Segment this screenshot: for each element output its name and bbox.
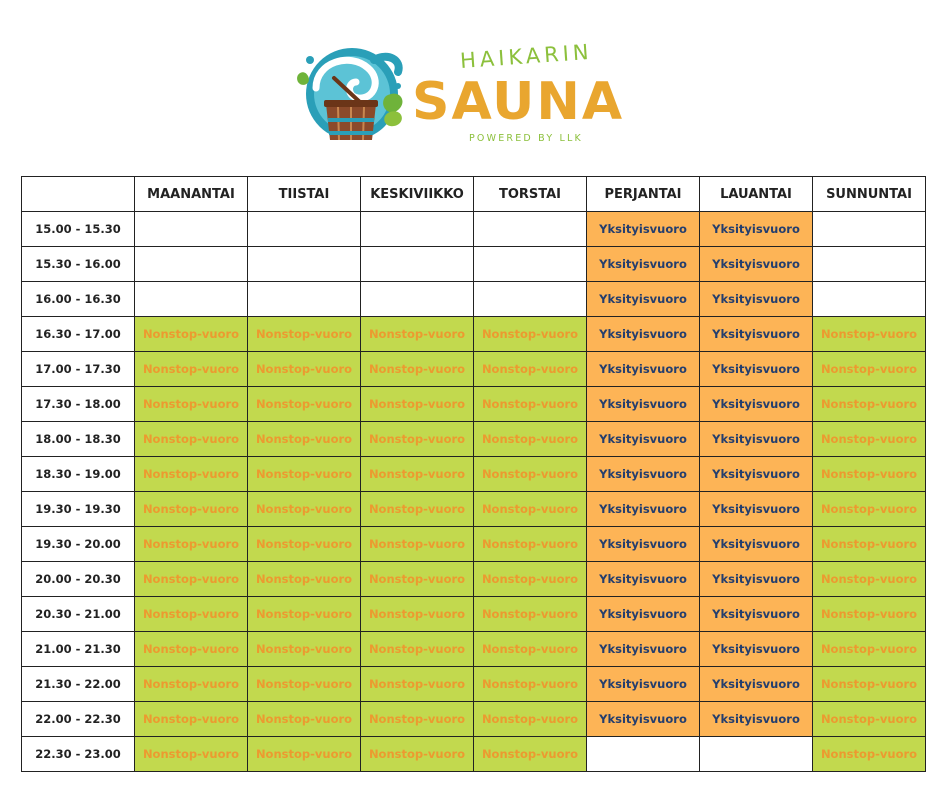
nonstop-slot: Nonstop-vuoro (361, 667, 474, 702)
nonstop-slot: Nonstop-vuoro (135, 387, 248, 422)
time-slot-label: 18.00 - 18.30 (22, 422, 135, 457)
empty-slot (248, 212, 361, 247)
nonstop-slot: Nonstop-vuoro (135, 352, 248, 387)
table-row (22, 632, 926, 667)
empty-slot (474, 212, 587, 247)
empty-slot (248, 247, 361, 282)
nonstop-slot: Nonstop-vuoro (248, 737, 361, 772)
nonstop-slot: Nonstop-vuoro (135, 632, 248, 667)
nonstop-slot: Nonstop-vuoro (248, 352, 361, 387)
nonstop-slot: Nonstop-vuoro (135, 457, 248, 492)
table-row (22, 387, 926, 422)
time-slot-label: 21.30 - 22.00 (22, 667, 135, 702)
private-slot: Yksityisvuoro (700, 317, 813, 352)
nonstop-slot: Nonstop-vuoro (361, 352, 474, 387)
nonstop-slot: Nonstop-vuoro (135, 737, 248, 772)
nonstop-slot: Nonstop-vuoro (361, 387, 474, 422)
private-slot: Yksityisvuoro (587, 492, 700, 527)
private-slot: Yksityisvuoro (700, 387, 813, 422)
time-slot-label: 20.30 - 21.00 (22, 597, 135, 632)
nonstop-slot: Nonstop-vuoro (248, 387, 361, 422)
sauna-bucket-wave-icon (290, 38, 410, 148)
nonstop-slot: Nonstop-vuoro (813, 457, 926, 492)
nonstop-slot: Nonstop-vuoro (474, 737, 587, 772)
nonstop-slot: Nonstop-vuoro (474, 317, 587, 352)
header-row (22, 177, 926, 212)
nonstop-slot: Nonstop-vuoro (361, 702, 474, 737)
nonstop-slot: Nonstop-vuoro (361, 492, 474, 527)
table-row (22, 422, 926, 457)
nonstop-slot: Nonstop-vuoro (248, 562, 361, 597)
time-slot-label: 19.30 - 20.00 (22, 527, 135, 562)
nonstop-slot: Nonstop-vuoro (248, 527, 361, 562)
empty-slot (474, 247, 587, 282)
nonstop-slot: Nonstop-vuoro (474, 632, 587, 667)
nonstop-slot: Nonstop-vuoro (135, 527, 248, 562)
nonstop-slot: Nonstop-vuoro (474, 492, 587, 527)
nonstop-slot: Nonstop-vuoro (135, 562, 248, 597)
private-slot: Yksityisvuoro (700, 667, 813, 702)
nonstop-slot: Nonstop-vuoro (248, 492, 361, 527)
nonstop-slot: Nonstop-vuoro (135, 317, 248, 352)
empty-slot (813, 212, 926, 247)
nonstop-slot: Nonstop-vuoro (813, 352, 926, 387)
empty-slot (361, 247, 474, 282)
empty-slot (135, 212, 248, 247)
nonstop-slot: Nonstop-vuoro (813, 702, 926, 737)
table-row (22, 527, 926, 562)
private-slot: Yksityisvuoro (587, 352, 700, 387)
empty-slot (248, 282, 361, 317)
private-slot: Yksityisvuoro (700, 457, 813, 492)
private-slot: Yksityisvuoro (700, 422, 813, 457)
nonstop-slot: Nonstop-vuoro (135, 597, 248, 632)
nonstop-slot: Nonstop-vuoro (248, 667, 361, 702)
time-slot-label: 16.00 - 16.30 (22, 282, 135, 317)
nonstop-slot: Nonstop-vuoro (248, 422, 361, 457)
logo (290, 38, 660, 148)
private-slot: Yksityisvuoro (700, 597, 813, 632)
logo-title-main: SAUNA (412, 72, 625, 132)
nonstop-slot: Nonstop-vuoro (361, 737, 474, 772)
table-row (22, 597, 926, 632)
time-slot-label: 22.30 - 23.00 (22, 737, 135, 772)
nonstop-slot: Nonstop-vuoro (135, 702, 248, 737)
table-row (22, 667, 926, 702)
private-slot: Yksityisvuoro (587, 317, 700, 352)
empty-slot (135, 247, 248, 282)
time-slot-label: 22.00 - 22.30 (22, 702, 135, 737)
nonstop-slot: Nonstop-vuoro (361, 317, 474, 352)
private-slot: Yksityisvuoro (587, 457, 700, 492)
empty-slot (361, 282, 474, 317)
logo-subtitle: POWERED BY LLK (469, 133, 583, 144)
empty-slot (361, 212, 474, 247)
private-slot: Yksityisvuoro (587, 247, 700, 282)
nonstop-slot: Nonstop-vuoro (248, 597, 361, 632)
nonstop-slot: Nonstop-vuoro (474, 352, 587, 387)
day-header: SUNNUNTAI (813, 177, 926, 212)
nonstop-slot: Nonstop-vuoro (813, 387, 926, 422)
nonstop-slot: Nonstop-vuoro (248, 457, 361, 492)
private-slot: Yksityisvuoro (700, 702, 813, 737)
nonstop-slot: Nonstop-vuoro (361, 562, 474, 597)
private-slot: Yksityisvuoro (700, 247, 813, 282)
nonstop-slot: Nonstop-vuoro (474, 457, 587, 492)
day-header: TIISTAI (248, 177, 361, 212)
private-slot: Yksityisvuoro (587, 562, 700, 597)
day-header: PERJANTAI (587, 177, 700, 212)
time-slot-label: 19.30 - 19.30 (22, 492, 135, 527)
private-slot: Yksityisvuoro (587, 597, 700, 632)
private-slot: Yksityisvuoro (700, 212, 813, 247)
nonstop-slot: Nonstop-vuoro (474, 562, 587, 597)
table-row (22, 457, 926, 492)
nonstop-slot: Nonstop-vuoro (813, 737, 926, 772)
nonstop-slot: Nonstop-vuoro (813, 422, 926, 457)
nonstop-slot: Nonstop-vuoro (813, 492, 926, 527)
nonstop-slot: Nonstop-vuoro (361, 597, 474, 632)
day-header: LAUANTAI (700, 177, 813, 212)
private-slot: Yksityisvuoro (587, 422, 700, 457)
nonstop-slot: Nonstop-vuoro (813, 667, 926, 702)
day-header: KESKIVIIKKO (361, 177, 474, 212)
nonstop-slot: Nonstop-vuoro (813, 527, 926, 562)
time-slot-label: 18.30 - 19.00 (22, 457, 135, 492)
table-row (22, 562, 926, 597)
private-slot: Yksityisvuoro (587, 702, 700, 737)
table-row (22, 317, 926, 352)
private-slot: Yksityisvuoro (587, 527, 700, 562)
private-slot: Yksityisvuoro (587, 387, 700, 422)
nonstop-slot: Nonstop-vuoro (474, 702, 587, 737)
nonstop-slot: Nonstop-vuoro (361, 422, 474, 457)
table-row (22, 352, 926, 387)
nonstop-slot: Nonstop-vuoro (135, 667, 248, 702)
nonstop-slot: Nonstop-vuoro (248, 317, 361, 352)
nonstop-slot: Nonstop-vuoro (135, 492, 248, 527)
empty-slot (700, 737, 813, 772)
nonstop-slot: Nonstop-vuoro (813, 562, 926, 597)
nonstop-slot: Nonstop-vuoro (474, 422, 587, 457)
private-slot: Yksityisvuoro (700, 492, 813, 527)
time-slot-label: 20.00 - 20.30 (22, 562, 135, 597)
time-slot-label: 21.00 - 21.30 (22, 632, 135, 667)
day-header: MAANANTAI (135, 177, 248, 212)
nonstop-slot: Nonstop-vuoro (813, 317, 926, 352)
time-slot-label: 17.00 - 17.30 (22, 352, 135, 387)
nonstop-slot: Nonstop-vuoro (248, 702, 361, 737)
nonstop-slot: Nonstop-vuoro (813, 597, 926, 632)
nonstop-slot: Nonstop-vuoro (813, 632, 926, 667)
private-slot: Yksityisvuoro (587, 667, 700, 702)
private-slot: Yksityisvuoro (700, 352, 813, 387)
nonstop-slot: Nonstop-vuoro (135, 422, 248, 457)
empty-slot (135, 282, 248, 317)
private-slot: Yksityisvuoro (700, 562, 813, 597)
table-row (22, 737, 926, 772)
logo-title-top: HAIKARIN (459, 39, 594, 73)
empty-slot (587, 737, 700, 772)
time-slot-label: 15.30 - 16.00 (22, 247, 135, 282)
table-row (22, 247, 926, 282)
schedule-table (21, 176, 926, 772)
time-slot-label: 17.30 - 18.00 (22, 387, 135, 422)
nonstop-slot: Nonstop-vuoro (361, 632, 474, 667)
nonstop-slot: Nonstop-vuoro (474, 667, 587, 702)
nonstop-slot: Nonstop-vuoro (361, 457, 474, 492)
private-slot: Yksityisvuoro (700, 632, 813, 667)
private-slot: Yksityisvuoro (700, 527, 813, 562)
nonstop-slot: Nonstop-vuoro (474, 597, 587, 632)
table-row (22, 282, 926, 317)
private-slot: Yksityisvuoro (700, 282, 813, 317)
private-slot: Yksityisvuoro (587, 632, 700, 667)
table-row (22, 702, 926, 737)
empty-slot (474, 282, 587, 317)
day-header: TORSTAI (474, 177, 587, 212)
nonstop-slot: Nonstop-vuoro (361, 527, 474, 562)
table-row (22, 212, 926, 247)
private-slot: Yksityisvuoro (587, 212, 700, 247)
nonstop-slot: Nonstop-vuoro (474, 527, 587, 562)
corner-cell (22, 177, 135, 212)
empty-slot (813, 247, 926, 282)
time-slot-label: 15.00 - 15.30 (22, 212, 135, 247)
table-row (22, 492, 926, 527)
nonstop-slot: Nonstop-vuoro (248, 632, 361, 667)
empty-slot (813, 282, 926, 317)
time-slot-label: 16.30 - 17.00 (22, 317, 135, 352)
private-slot: Yksityisvuoro (587, 282, 700, 317)
nonstop-slot: Nonstop-vuoro (474, 387, 587, 422)
